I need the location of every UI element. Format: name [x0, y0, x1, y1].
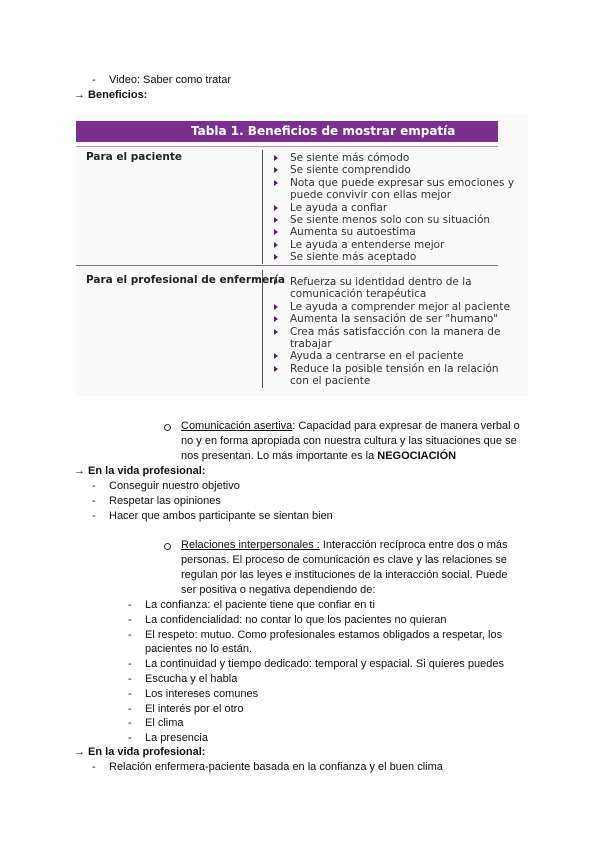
list-item: La confidencialidad: no contar lo que los pacientes no quieran — [145, 614, 447, 626]
vida-profesional-heading: → En la vida profesional: — [74, 746, 206, 758]
asertiva-line2: no y en forma apropiada con nuestra cultura y las situaciones que se — [181, 435, 517, 447]
list-dash: - — [128, 673, 132, 685]
table-item-cont: con el paciente — [290, 375, 371, 388]
list-item: La presencia — [145, 732, 208, 744]
list-dash: - — [128, 717, 132, 729]
relaciones-text: Interacción recíproca entre dos o más — [319, 539, 508, 551]
table-item-cont: puede convivir con ellas mejor — [290, 189, 452, 202]
table-item: Se siente más cómodo — [272, 152, 514, 164]
table-item: Se siente comprendido — [272, 164, 514, 176]
nurse-header: Para el profesional de enfermería — [86, 274, 285, 286]
patient-list — [272, 152, 514, 264]
list-dash: - — [128, 732, 132, 744]
list-dash: - — [128, 614, 132, 626]
circle-bullet-icon — [164, 543, 171, 550]
relaciones-line3: regulan por las leyes e instituciones de la interacción social. Puede — [181, 569, 508, 581]
table-item: Le ayuda a confiar — [272, 202, 514, 214]
list-item: Respetar las opiniones — [109, 495, 221, 507]
table-item: Reduce la posible tensión en la relación — [272, 363, 510, 375]
table-item: Refuerza su identidad dentro de la — [272, 276, 510, 288]
video-item: Video: Saber como tratar — [109, 74, 232, 86]
table-top-rule — [76, 146, 498, 147]
asertiva-line1 — [181, 419, 520, 434]
table-item-cont: trabajar — [290, 338, 332, 351]
table-item: Se siente menos solo con su situación — [272, 214, 514, 226]
list-dash: - — [92, 761, 96, 773]
list-item: El respeto: mutuo. Como profesionales estamos obligados a respetar, los — [145, 629, 503, 641]
list-dash: - — [128, 599, 132, 611]
list-item: Escucha y el habla — [145, 673, 238, 685]
table-item: Le ayuda a entenderse mejor — [272, 239, 514, 251]
circle-bullet-icon — [164, 424, 171, 431]
table-divider — [262, 150, 263, 264]
nurse-list — [272, 276, 510, 388]
asertiva-line3 — [181, 449, 456, 464]
list-dash: - — [92, 480, 96, 492]
table-mid-rule — [76, 265, 498, 266]
list-item: Hacer que ambos participante se sientan bien — [109, 510, 333, 522]
asertiva-text: nos presentan. Lo más importante es la — [181, 450, 378, 462]
list-dash: - — [128, 703, 132, 715]
table-item: Nota que puede expresar sus emociones y — [272, 177, 514, 189]
list-dash: - — [92, 510, 96, 522]
relaciones-line2: personas. El proceso de comunicación es clave y las relaciones se — [181, 554, 507, 566]
list-dash: - — [128, 688, 132, 700]
table-item: Se siente más aceptado — [272, 251, 514, 263]
table-item-cont: comunicación terapéutica — [290, 288, 427, 301]
list-item: Conseguir nuestro objetivo — [109, 480, 240, 492]
list-item-cont: pacientes no lo están. — [145, 643, 253, 655]
table-item: Ayuda a centrarse en el paciente — [272, 350, 510, 362]
patient-header: Para el paciente — [86, 151, 182, 163]
table-item: Le ayuda a comprender mejor al paciente — [272, 301, 510, 313]
list-item: El clima — [145, 717, 184, 729]
table-item: Crea más satisfacción con la manera de — [272, 326, 510, 338]
relaciones-line4: ser positiva o negativa dependiendo de: — [181, 584, 376, 596]
list-dash: - — [128, 658, 132, 670]
table-item: Aumenta su autoestima — [272, 226, 514, 238]
empathy-benefits-table — [76, 114, 528, 396]
list-item: Relación enfermera-paciente basada en la confianza y el buen clima — [109, 761, 443, 773]
list-item: La continuidad y tiempo dedicado: temporal y espacial. Si quieres puedes — [145, 658, 504, 670]
table-item: Aumenta la sensación de ser "humano" — [272, 313, 510, 325]
list-item: La confianza: el paciente tiene que confiar en ti — [145, 599, 375, 611]
list-dash: - — [92, 74, 96, 86]
list-item: El interés por el otro — [145, 703, 244, 715]
list-item: Los intereses comunes — [145, 688, 259, 700]
table-title: Tabla 1. Beneficios de mostrar empatía — [76, 121, 498, 142]
relaciones-term: Relaciones interpersonales : — [181, 539, 320, 551]
negociacion-emphasis: NEGOCIACIÓN — [377, 450, 457, 462]
relaciones-line1 — [181, 538, 508, 553]
asertiva-text: : Capacidad para expresar de manera verbal o — [292, 420, 520, 432]
vida-profesional-heading: → En la vida profesional: — [74, 465, 206, 477]
list-dash: - — [92, 495, 96, 507]
list-dash: - — [128, 629, 132, 641]
asertiva-term: Comunicación asertiva — [181, 420, 293, 432]
beneficios-heading: → Beneficios: — [74, 89, 148, 101]
